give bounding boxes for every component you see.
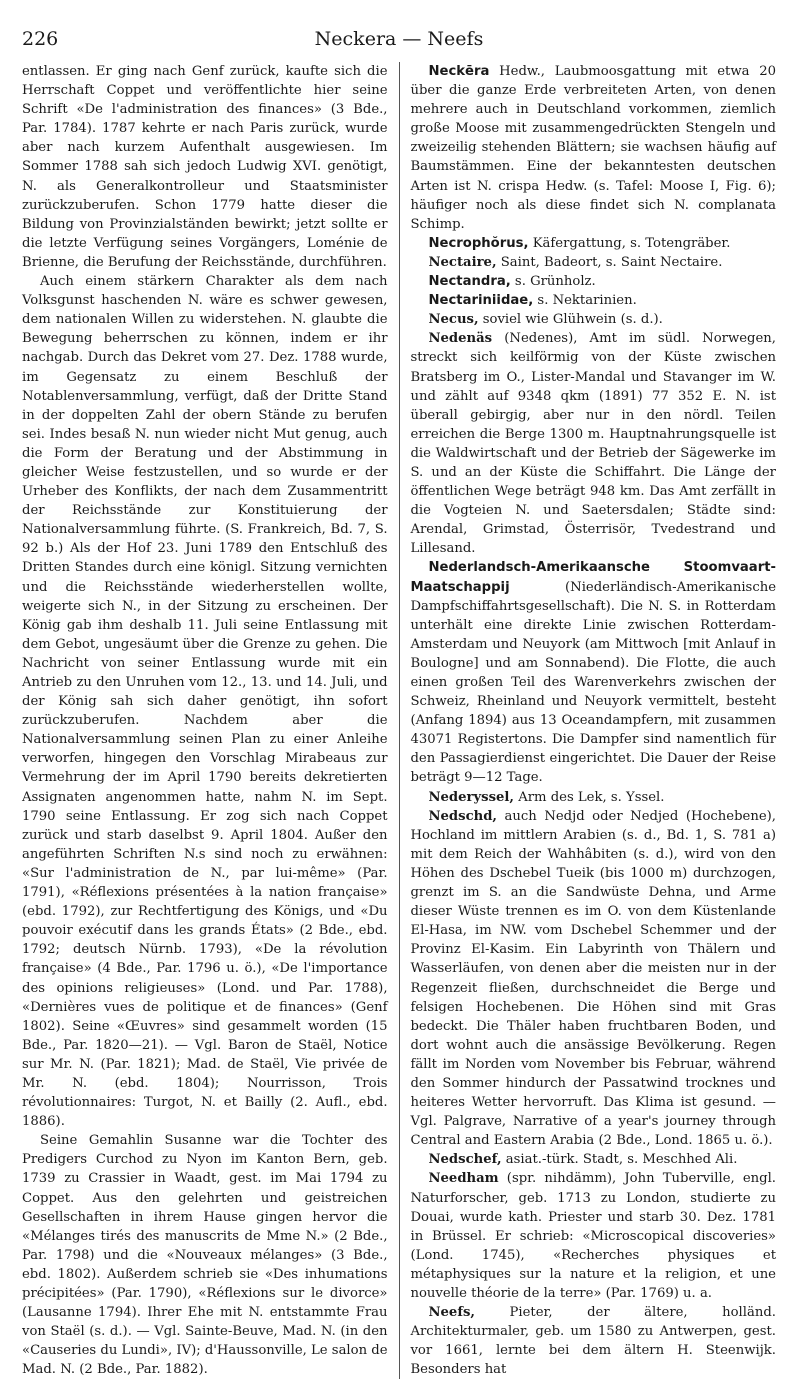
entry-text: s. Grünholz. <box>510 274 596 290</box>
paragraph: Seine Gemahlin Susanne war die Tochter des Predigers Curchod zu Nyon im Kanton Bern, geb. 1739 zu Crassier in Waadt, gest. im Mai 1794 zu Coppet. Aus den gelehrten und geistreichen Gesellschaften in ihrem Hause gingen hervor die «Mélanges tirés des manuscrits de Mme N.» (2 Bde., Par. 1798) und die «Nouveaux mélanges» (3 Bde., ebd. 1802). Außerdem schrieb sie «Des inhumations précipitées» (Par. 1790), «Réflexions sur le divorce» (Lausanne 1794). Ihrer Ehe mit N. entstammte Frau von Staël (s. d.). — Vgl. Sainte-Beuve, Mad. N. (in den «Causeries du Lundi», IV); d'Haussonville, Le salon de Mad. N. (2 Bde., Par. 1882). <box>22 1133 388 1378</box>
entry-text: asiat.-türk. Stadt, s. Meschhed Ali. <box>501 1152 738 1168</box>
entry-text: Saint, Badeort, s. Saint Nectaire. <box>496 254 723 270</box>
headword: Nedenäs <box>428 331 493 347</box>
entry-text: (spr. nihdämm), John Tuberville, engl. Naturforscher, geb. 1713 zu London, studierte zu Douai, wurde kath. Priester und starb 30. Dez. 1781 in Brüssel. Er schrieb: «Microscopical discoveries» (Lond. 1745), «Recherches physiques et métaphysiques sur la nature et la religion, et une nouvelle théorie de la terre» (Par. 1769) u. a. <box>410 1171 776 1301</box>
headword: Nederyssel, <box>428 789 514 805</box>
entry-neefs <box>410 1303 776 1379</box>
running-head: Neckera — Neefs <box>314 28 484 50</box>
headword: Necrophŏrus, <box>428 235 529 251</box>
headword: Needham <box>428 1171 499 1187</box>
entry-nedenaes <box>410 329 776 558</box>
headword: Nectandra, <box>428 274 511 290</box>
entry-nectaire <box>410 253 776 272</box>
paragraph: Auch einem stärkern Charakter als dem nach Volksgunst haschenden N. wäre es schwer gewesen, dem nationalen Willen zu widerstehen. N. glaubte die Bewegung beherrschen zu können, indem er ihr nachgab. Durch das Dekret vom 27. Dez. 1788 wurde, im Gegensatz zu einem Beschluß der Notablenversammlung, verfügt, daß der Dritte Stand in der doppelten Zahl der obern Stände zu berufen sei. Indes besaß N. nun wieder nicht Mut genug, auch die Form der Beratung und der Abstimmung in gleicher Weise festzustellen, und so wurde er der Urheber des Konflikts, der nach dem Zusammentritt der Reichsstände zur Konstituierung der Nationalversammlung führte. (S. Frankreich, Bd. 7, S. 92 b.) Als der Hof 23. Juni 1789 den Entschluß des Dritten Standes durch eine königl. Sitzung vernichten und die Reichsstände wiederherstellen wollte, weigerte sich N., in der Sitzung zu erscheinen. Der König gab ihm deshalb 11. Juli seine Entlassung mit dem Gebot, ungesäumt über die Grenze zu gehen. Die Nachricht von seiner Entlassung wurde mit ein Antrieb zu den Unruhen vom 12., 13. und 14. Juli, und der König sah sich daher genötigt, ihn sofort zurückzuberufen. Nachdem aber die Nationalversammlung seinen Plan zu einer Anleihe verworfen, hingegen den Vorschlag Mirabeaus zur Vermehrung der im April 1790 bereits dekretierten Assignaten angenommen hatte, nahm N. im Sept. 1790 seine Entlassung. Er zog sich nach Coppet zurück und starb daselbst 9. April 1804. Außer den angeführten Schriften N.s sind noch zu erwähnen: «Sur l'administration de N., par lui-même» (Par. 1791), «Réflexions présentées à la nation française» (ebd. 1792), zur Rechtfertigung des Königs, und «Du pouvoir exécutif dans les grands États» (2 Bde., ebd. 1792; deutsch Nürnb. 1793), «De la révolution française» (4 Bde., Par. 1796 u. ö.), «De l'importance des opinions religieuses» (Lond. und Par. 1788), «Dernières vues de politique et de finances» (Genf 1802). Seine «Œuvres» sind gesammelt worden (15 Bde., Par. 1820—21). — Vgl. Baron de Staël, Notice sur Mr. N. (Par. 1821); Mad. de Staël, Vie privée de Mr. N. (ebd. 1804); Nourrisson, Trois révolutionnaires: Turgot, N. et Bailly (2. Aufl., ebd. 1886). <box>22 274 388 1130</box>
headword: Nectariniidae, <box>428 293 534 309</box>
page-header <box>22 28 776 54</box>
entry-text: (Nedenes), Amt im südl. Norwegen, streckt sich keilförmig von der Küste zwischen Bratsberg im O., Lister-Mandal und Stavanger im W. und zählt auf 9348 qkm (1891) 77 352 E. N. ist überall gebirgig, aber nur in den nördl. Teilen erreichen die Berge 1300 m. Hauptnahrungsquelle ist die Waldwirtschaft und der Betrieb der Sägewerke im S. und an der Küste die Schiffahrt. Die Länge der öffentlichen Wege beträgt 948 km. Das Amt zerfällt in die Vogteien N. und Saetersdalen; Städte sind: Arendal, Grimstad, Österrisör, Tvedestrand und Lillesand. <box>410 331 776 557</box>
headword: Neckēra <box>428 64 490 79</box>
entry-nectandra <box>410 272 776 291</box>
entry-text: soviel wie Glühwein (s. d.). <box>478 312 663 328</box>
entry-neckera <box>410 62 776 234</box>
entry-text: Hedw., Laubmoosgattung mit etwa 20 über die ganze Erde verbreiteten Arten, von denen mehrere auch in Deutschland vorkommen, ziemlich große Moose mit zusammengedrückten Stengeln und zweizeilig stehenden Blättern; sie wachsen häufig auf Baumstämmen. Eine der bekanntesten deutschen Arten ist N. crispa Hedw. (s. Tafel: Moose I, Fig. 6); häufiger noch als diese findet sich N. complanata Schimp. <box>410 64 776 232</box>
entry-nederlandsch <box>410 558 776 787</box>
headword: Necus, <box>428 312 479 328</box>
entry-text: auch Nedjd oder Nedjed (Hochebene), Hochland im mittlern Arabien (s. d., Bd. 1, S. 781 a) mit dem Reich der Wahhâbiten (s. d.), wird von den Höhen des Dschebel Tueik (bis 1000 m) durchzogen, grenzt im S. an die Sandwüste Dehna, und Arme dieser Wüste trennen es im O. von dem Küstenlande El-Hasa, im NW. vom Dschebel Schemmer und der Provinz El-Kasim. Ein Labyrinth von Thälern und Wasserläufen, von denen aber die meisten nur in der Regenzeit fließen, durchschneidet die Berge und felsigen Hochebenen. Die Höhen sind mit Gras bedeckt. Die Thäler haben fruchtbaren Boden, und dort wohnt auch die ansässige Bevölkerung. Regen fällt im Norden vom November bis Februar, während den Sommer hindurch der Passatwind trocknes und heiteres Wetter hervorruft. Das Klima ist gesund. — Vgl. Palgrave, Narrative of a year's journey through Central and Eastern Arabia (2 Bde., Lond. 1865 u. ö.). <box>410 808 776 1149</box>
headword: Nectaire, <box>428 254 497 270</box>
page-number: 226 <box>22 28 59 50</box>
two-column-body <box>22 62 776 1379</box>
headword: Nedschd, <box>428 808 498 824</box>
headword: Nederlandsch-Amerikaansche Stoomvaart-Maatschappij <box>410 560 776 595</box>
left-column <box>22 62 388 1379</box>
entry-nedschef <box>410 1150 776 1169</box>
entry-nederyssel <box>410 788 776 807</box>
entry-nectariniidae <box>410 291 776 310</box>
entry-text: s. Nektarinien. <box>533 293 637 309</box>
headword: Nedschef, <box>428 1152 502 1168</box>
continuation-paragraph: entlassen. Er ging nach Genf zurück, kaufte sich die Herrschaft Coppet und veröffentlichte hier seine Schrift «De l'administration des finances» (3 Bde., Par. 1784). 1787 kehrte er nach Paris zurück, wurde aber nach kurzem Aufenthalt ausgewiesen. Im Sommer 1788 sah sich jedoch Ludwig XVI. genötigt, N. als Generalkontrolleur und Staatsminister zurückzuberufen. Schon 1779 hatte dieser die Bildung von Provinzialständen bewirkt; jetzt sollte er die letzte Verfügung seines Vorgängers, Loménie de Brienne, die Berufung der Reichsstände, durchführen. <box>22 64 388 270</box>
entry-nedschd <box>410 807 776 1151</box>
entry-needham <box>410 1169 776 1303</box>
entry-necus <box>410 310 776 329</box>
entry-necrophorus <box>410 234 776 253</box>
entry-text: Käfergattung, s. Totengräber. <box>528 235 731 251</box>
column-divider <box>399 62 400 1379</box>
right-column <box>410 62 776 1379</box>
entry-text: Pieter, der ältere, holländ. Architekturmaler, geb. um 1580 zu Antwerpen, gest. vor 1661, lernte bei dem ältern H. Steenwijk. Besonders hat <box>410 1305 776 1378</box>
entry-text: (Niederländisch-Amerikanische Dampfschiffahrtsgesellschaft). Die N. S. in Rotterdam unterhält eine direkte Linie zwischen Rotterdam-Amsterdam und Neuyork (am Mittwoch [mit Anlauf in Boulogne] und am Sonnabend). Die Flotte, die auch einen großen Teil des Warenverkehrs zwischen der Schweiz, Rheinland und Neuyork vermittelt, besteht (Anfang 1894) aus 13 Oceandampfern, mit zusammen 43071 Registertons. Die Dampfer sind namentlich für den Passagierdienst eingerichtet. Die Dauer der Reise beträgt 9—12 Tage. <box>410 579 776 786</box>
headword: Neefs, <box>428 1305 476 1321</box>
entry-text: Arm des Lek, s. Yssel. <box>514 789 665 805</box>
